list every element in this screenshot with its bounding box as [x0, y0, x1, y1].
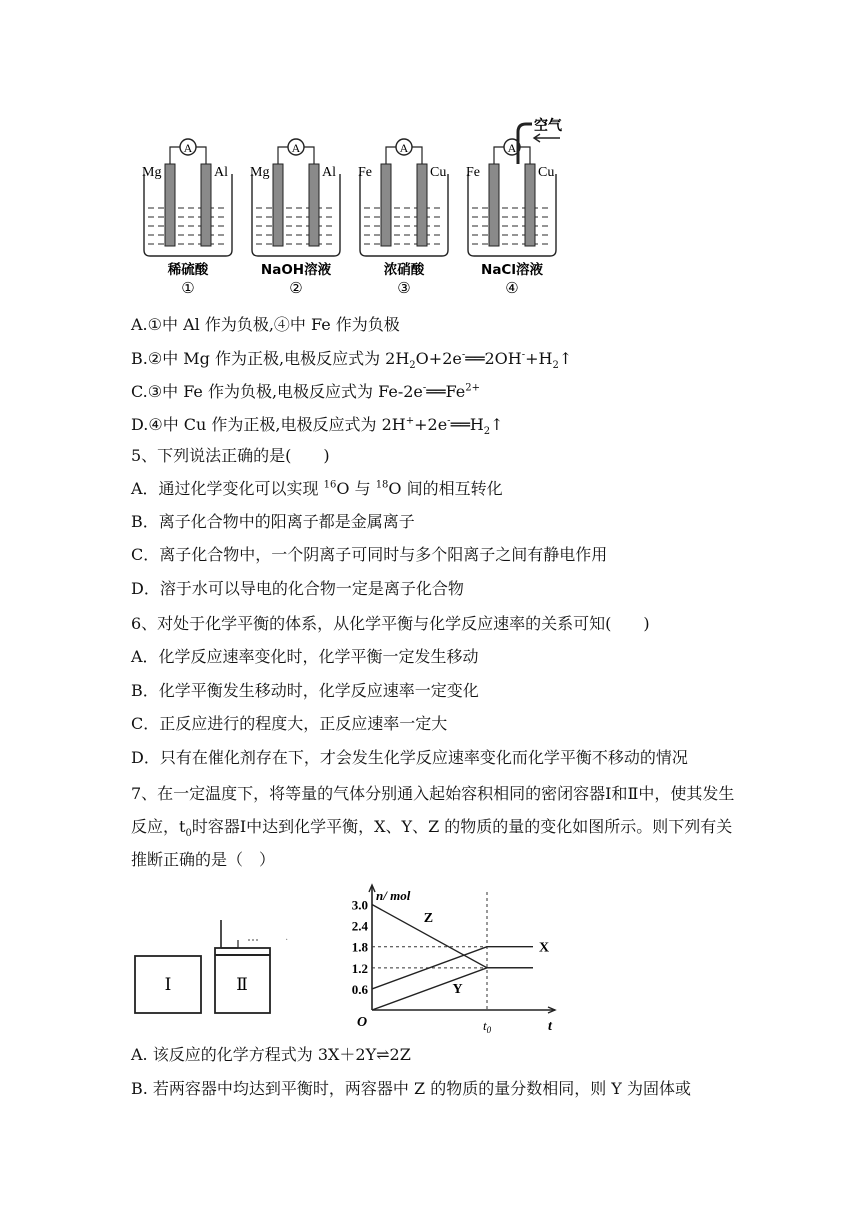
right-metal-label: Al: [214, 165, 228, 180]
y-tick-label: 1.8: [351, 939, 368, 955]
y-tick-label: 1.2: [351, 960, 368, 976]
series-line-Z: [372, 905, 533, 968]
origin-label: O: [356, 1015, 368, 1030]
q4-option-a: A.①中 Al 作为负极,④中 Fe 作为负极: [131, 315, 400, 334]
q4-option-d: D.④中 Cu 作为正极,电极反应式为 $2H^++2e^-══H_2↑$: [131, 415, 504, 438]
left-metal-label: Fe: [358, 165, 372, 180]
left-metal-label: Mg: [142, 165, 162, 180]
q5-option-b: B．离子化合物中的阳离子都是金属离子: [131, 512, 415, 531]
q6-stem: 6、对处于化学平衡的体系，从化学平衡与化学反应速率的关系可知( ): [131, 614, 650, 633]
cell-number: ③: [397, 281, 411, 297]
q4-option-c: C.③中 Fe 作为负极,电极反应式为 $Fe-2e^-══Fe^{2+}$: [131, 382, 481, 401]
right-electrode: [417, 164, 427, 246]
q7-option-b: B. 若两容器中均达到平衡时，两容器中 Z 的物质的量分数相同，则 Y 为固体或: [131, 1079, 691, 1098]
q6-option-b: B．化学平衡发生移动时，化学反应速率一定变化: [131, 681, 479, 700]
left-electrode: [381, 164, 391, 246]
cell-1: [142, 139, 232, 297]
left-metal-label: Fe: [466, 165, 480, 180]
left-electrode: [165, 164, 175, 246]
right-electrode: [201, 164, 211, 246]
cell-2: [250, 139, 340, 297]
right-metal-label: Al: [322, 165, 336, 180]
right-electrode: [525, 164, 535, 246]
galvanic-cells-figure: [130, 112, 580, 298]
container-1-label: Ⅰ: [164, 975, 172, 994]
solution-label: 稀硫酸: [167, 262, 209, 278]
ammeter-label: A: [291, 141, 301, 155]
solution-label: NaOH溶液: [260, 262, 332, 278]
cell-number: ④: [505, 281, 519, 297]
left-electrode: [489, 164, 499, 246]
series-label-X: X: [539, 940, 550, 956]
cell-3: [358, 139, 448, 297]
q5-option-a: A．通过化学变化可以实现 $^{16}$O 与 $^{18}$O 间的相互转化: [131, 479, 503, 498]
q6-option-a: A．化学反应速率变化时，化学平衡一定发生移动: [131, 647, 479, 666]
q5-option-d: D．溶于水可以导电的化合物一定是离子化合物: [131, 579, 464, 598]
faint-mark: ·: [285, 935, 289, 946]
x-axis-label: t: [548, 1019, 552, 1034]
cell-number: ②: [289, 281, 303, 297]
containers-figure: [130, 918, 290, 1018]
solution-label: 浓硝酸: [383, 262, 425, 278]
moles-time-chart: [330, 882, 570, 1034]
right-metal-label: Cu: [538, 165, 555, 180]
q5-stem: 5、下列说法正确的是( ): [131, 446, 330, 465]
y-tick-label: 3.0: [351, 897, 368, 913]
series-label-Z: Z: [423, 911, 434, 927]
q4-option-b: B.②中 Mg 作为正极,电极反应式为 $2H_2O+2e^-══2OH^-+H_2↑$: [131, 349, 573, 372]
solution-label: NaCl溶液: [481, 262, 543, 278]
ammeter-label: A: [507, 141, 517, 155]
air-arrow: [534, 134, 560, 142]
series-label-Y: Y: [452, 981, 463, 997]
left-electrode: [273, 164, 283, 246]
ammeter-label: A: [399, 141, 409, 155]
right-electrode: [309, 164, 319, 246]
y-axis-label: n/ mol: [376, 888, 411, 903]
q6-option-c: C．正反应进行的程度大，正反应速率一定大: [131, 714, 448, 733]
y-tick-label: 0.6: [351, 981, 368, 997]
x-tick-label: $t_0$: [482, 1018, 492, 1034]
cell-number: ①: [181, 281, 195, 297]
q7-option-a: A. 该反应的化学方程式为 3X＋2Y⇌2Z: [131, 1045, 411, 1064]
cell-4: [466, 139, 556, 297]
q6-option-d: D．只有在催化剂存在下，才会发生化学反应速率变化而化学平衡不移动的情况: [131, 748, 688, 767]
q5-option-c: C．离子化合物中，一个阴离子可同时与多个阳离子之间有静电作用: [131, 545, 608, 564]
air-label: 空气: [534, 118, 562, 134]
y-tick-label: 2.4: [351, 918, 368, 934]
left-metal-label: Mg: [250, 165, 270, 180]
ammeter-label: A: [183, 141, 193, 155]
right-metal-label: Cu: [430, 165, 447, 180]
container-2-label: Ⅱ: [236, 975, 248, 994]
q7-stem: 7、在一定温度下，将等量的气体分别通入起始容积相同的密闭容器Ⅰ和Ⅱ中，使其发生反应，$t_0$时容器Ⅰ中达到化学平衡，X、Y、Z 的物质的量的变化如图所示。则下列有关推断正确的是（ ）: [131, 784, 735, 869]
